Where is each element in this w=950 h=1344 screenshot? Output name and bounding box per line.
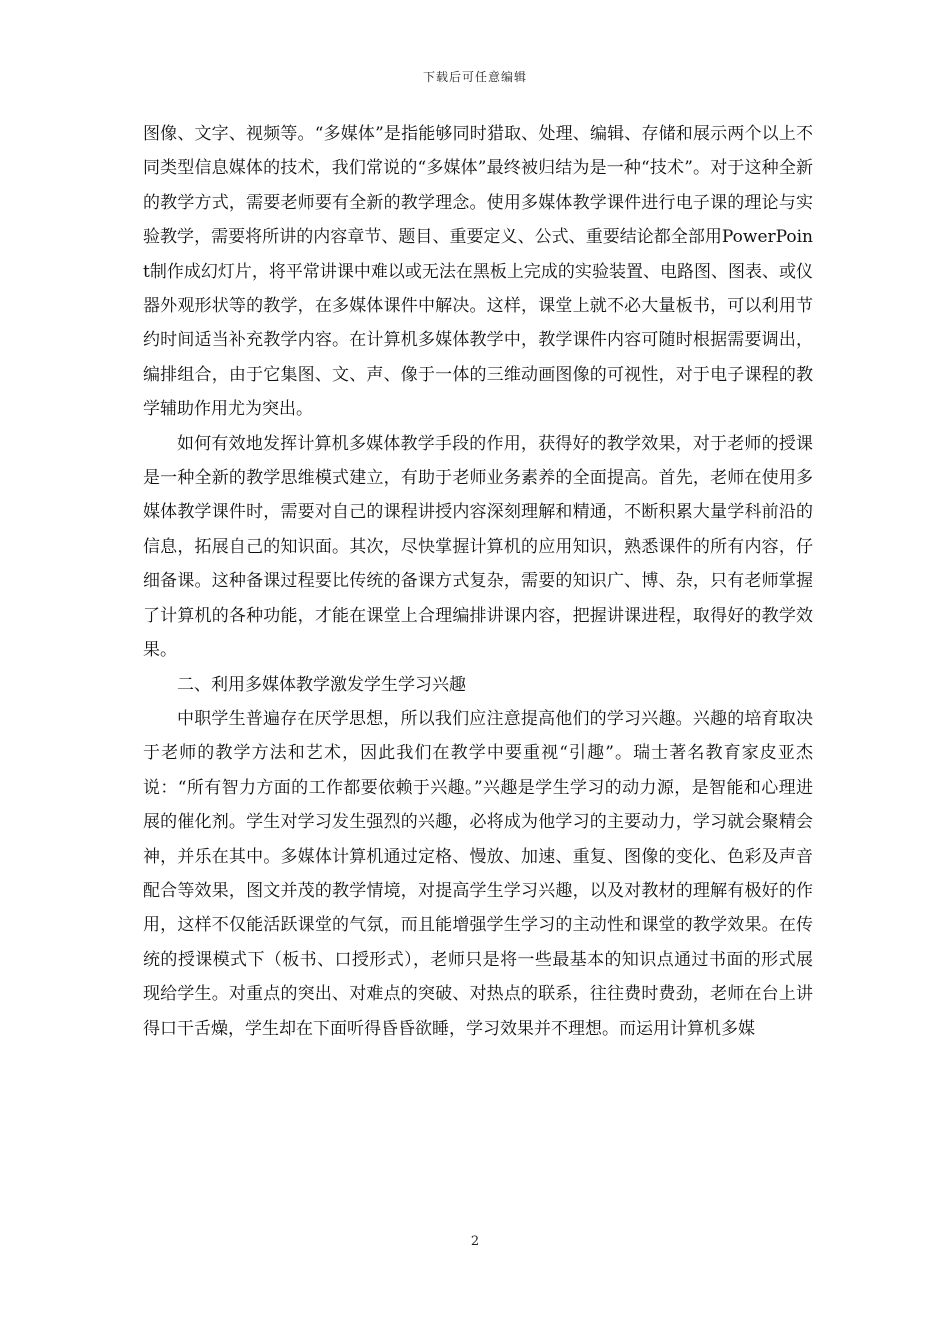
page-number: 2 xyxy=(470,1234,480,1249)
paragraph: 如何有效地发挥计算机多媒体教学手段的作用，获得好的教学效果，对于老师的授课是一种全新的教学思维模式建立，有助于老师业务素养的全面提高。首先，老师在使用多媒体教学课件时，需要对自己的课程讲授内容深刻理解和精通，不断积累大量学科前沿的信息，拓展自己的知识面。其次，尽快掌握计算机的应用知识，熟悉课件的所有内容，仔细备课。这种备课过程要比传统的备课方式复杂，需要的知识广、博、杂，只有老师掌握了计算机的各种功能，才能在课堂上合理编排讲课内容，把握讲课进程，取得好的教学效果。 xyxy=(143,433,813,661)
page-header: 下载后可任意编辑 xyxy=(422,70,527,84)
paragraph: 中职学生普遍存在厌学思想，所以我们应注意提高他们的学习兴趣。兴趣的培育取决于老师的教学方法和艺术，因此我们在教学中要重视“引趣”。瑞士著名教育家皮亚杰说：“所有智力方面的工作都要依赖于兴趣。”兴趣是学生学习的动力源，是智能和心理进展的催化剂。学生对学习发生强烈的兴趣，必将成为他学习的主要动力，学习就会聚精会神，并乐在其中。多媒体计算机通过定格、慢放、加速、重复、图像的变化、色彩及声音配合等效果，图文并茂的教学情境，对提高学生学习兴趣，以及对教材的理解有极好的作用，这样不仅能活跃课堂的气氛，而且能增强学生学习的主动性和课堂的教学效果。在传统的授课模式下（板书、口授形式），老师只是将一些最基本的知识点通过书面的形式展现给学生。对重点的突出、对难点的突破、对热点的联系，往往费时费劲，老师在台上讲得口干舌燥，学生却在下面听得昏昏欲睡，学习效果并不理想。而运用计算机多媒 xyxy=(143,708,813,1039)
paragraph-continuation: 图像、文字、视频等。“多媒体”是指能够同时猎取、处理、编辑、存储和展示两个以上不同类型信息媒体的技术，我们常说的“多媒体”最终被归结为是一种“技术”。对于这种全新的教学方式，需要老师要有全新的教学理念。使用多媒体教学课件进行电子课的理论与实验教学，需要将所讲的内容章节、题目、重要定义、公式、重要结论都全部用PowerPoint制作成幻灯片，将平常讲课中难以或无法在黑板上完成的实验装置、电路图、图表、或仪器外观形状等的教学，在多媒体课件中解决。这样，课堂上就不必大量板书，可以利用节约时间适当补充教学内容。在计算机多媒体教学中，教学课件内容可随时根据需要调出，编排组合，由于它集图、文、声、像于一体的三维动画图像的可视性，对于电子课程的教学辅助作用尤为突出。 xyxy=(143,124,813,420)
section-heading: 二、利用多媒体教学激发学生学习兴趣 xyxy=(177,674,466,695)
document-body xyxy=(143,117,813,1046)
